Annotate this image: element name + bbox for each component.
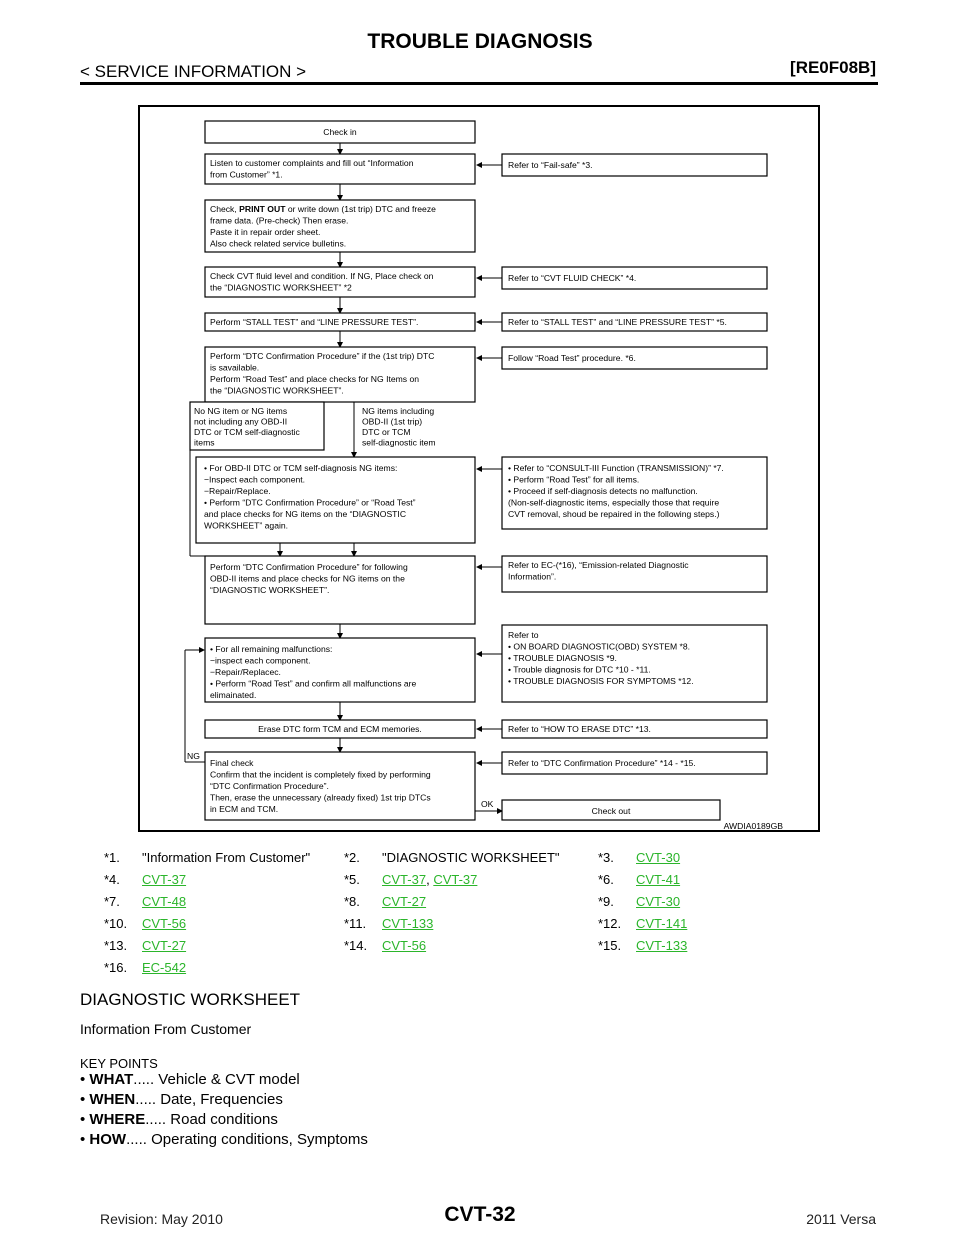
- bullet-icon: •: [80, 1111, 90, 1128]
- bullet-icon: •: [80, 1131, 90, 1148]
- reference-link[interactable]: CVT-141: [636, 916, 688, 931]
- no-ng-line: items: [194, 437, 215, 448]
- reference-text: "DIAGNOSTIC WORKSHEET": [382, 850, 560, 865]
- reference-link[interactable]: CVT-41: [636, 872, 681, 887]
- print-out-line: Also check related service bulletins.: [210, 238, 347, 249]
- reference-cell: [104, 872, 186, 887]
- print-out-line: Check, PRINT OUT or write down (1st trip) DTC and freeze: [210, 204, 436, 214]
- section-heading: DIAGNOSTIC WORKSHEET: [80, 990, 301, 1009]
- reference-row: [104, 938, 804, 960]
- sub-heading: Information From Customer: [80, 1021, 252, 1037]
- ng-incl-line: OBD-II (1st trip): [362, 416, 423, 427]
- reference-link[interactable]: CVT-56: [142, 916, 187, 931]
- reference-number: *14.: [344, 938, 368, 953]
- erase-ref-line: Refer to “HOW TO ERASE DTC” *13.: [508, 724, 651, 734]
- reference-cell: [344, 916, 433, 931]
- reference-link[interactable]: CVT-56: [382, 938, 427, 953]
- final-line: in ECM and TCM.: [210, 804, 279, 814]
- remaining-line: • Perform “Road Test” and confirm all malfunctions are: [210, 678, 417, 689]
- ec-ref-line: Information”.: [508, 571, 557, 582]
- dtc-conf-line: Perform “DTC Confirmation Procedure” if the (1st trip) DTC: [210, 351, 435, 361]
- remaining-line: • For all remaining malfunctions:: [210, 644, 333, 654]
- reference-number: *16.: [104, 960, 128, 975]
- check-out-text: Check out: [591, 806, 631, 816]
- reference-number: *15.: [598, 938, 622, 953]
- link-separator: ,: [426, 872, 434, 887]
- reference-number: *13.: [104, 938, 128, 953]
- revision-date: Revision: May 2010: [100, 1211, 223, 1227]
- print-out-line: frame data. (Pre-check) Then erase.: [210, 215, 349, 226]
- reference-link[interactable]: CVT-30: [636, 850, 681, 865]
- reference-number: *12.: [598, 916, 622, 931]
- final-line: “DTC Confirmation Procedure”.: [210, 781, 329, 791]
- reference-cell: [104, 916, 186, 931]
- refer-list-line: • ON BOARD DIAGNOSTIC(OBD) SYSTEM *8.: [508, 641, 691, 652]
- reference-link[interactable]: CVT-37: [382, 872, 427, 887]
- bullet-icon: •: [80, 1071, 90, 1088]
- road-ref-line: Follow “Road Test” procedure. *6.: [508, 353, 636, 363]
- reference-number: *2.: [344, 850, 360, 865]
- refer-list-line: Refer to: [508, 630, 539, 640]
- reference-link[interactable]: EC-542: [142, 960, 187, 975]
- reference-number: *5.: [344, 872, 360, 887]
- reference-cell: [104, 894, 186, 909]
- listen-line: Listen to customer complaints and fill out “Information: [210, 158, 414, 168]
- reference-cell: [598, 916, 687, 931]
- remaining-line: −inspect each component.: [210, 655, 311, 666]
- reference-number: *6.: [598, 872, 614, 887]
- reference-number: *8.: [344, 894, 360, 909]
- reference-number: *10.: [104, 916, 128, 931]
- print-out-line: Paste it in repair order sheet.: [210, 227, 321, 237]
- consult-ref-line: (Non-self-diagnostic items, especially those that require: [508, 497, 720, 508]
- final-line: Confirm that the incident is completely fixed by performing: [210, 769, 431, 780]
- ng-label: NG: [187, 751, 200, 761]
- key-point-item: [80, 1070, 368, 1090]
- key-point-detail: ..... Date, Frequencies: [135, 1091, 283, 1108]
- flowchart-svg: [140, 107, 822, 834]
- reference-text: "Information From Customer": [142, 850, 311, 865]
- failsafe-line: Refer to “Fail-safe” *3.: [508, 160, 593, 170]
- ng-incl-line: self-diagnostic item: [362, 437, 436, 448]
- reference-number: *9.: [598, 894, 614, 909]
- reference-link[interactable]: CVT-30: [636, 894, 681, 909]
- bullet-icon: •: [80, 1091, 90, 1108]
- header-rule: [80, 82, 878, 85]
- reference-cell: [344, 938, 426, 953]
- final-line: Final check: [210, 758, 254, 768]
- refer-list-box: [502, 625, 767, 702]
- reference-cell: [104, 960, 186, 975]
- reference-cell: [598, 872, 680, 887]
- reference-cell: [344, 894, 426, 909]
- obd-box-line: WORKSHEET” again.: [204, 520, 289, 531]
- remaining-line: elimainated.: [210, 690, 257, 700]
- no-ng-line: No NG item or NG items: [194, 406, 288, 416]
- obd-box-line: • For OBD-II DTC or TCM self-diagnosis NG items:: [204, 463, 398, 473]
- dtc-conf-line: Perform “Road Test” and place checks for NG Items on: [210, 374, 420, 384]
- figure-id: AWDIA0189GB: [723, 821, 783, 831]
- refer-list-line: • TROUBLE DIAGNOSIS FOR SYMPTOMS *12.: [508, 676, 694, 686]
- reference-cell: [344, 872, 477, 887]
- remaining-line: −Repair/Replacec.: [210, 667, 281, 677]
- reference-link[interactable]: CVT-48: [142, 894, 187, 909]
- fluid-ref-line: Refer to “CVT FLUID CHECK” *4.: [508, 273, 637, 283]
- consult-ref-line: • Refer to “CONSULT-III Function (TRANSMISSION)” *7.: [508, 463, 724, 473]
- reference-number: *4.: [104, 872, 120, 887]
- follow-dtc-line: OBD-II items and place checks for NG items on the: [210, 573, 405, 584]
- key-points-label: KEY POINTS: [80, 1056, 158, 1071]
- reference-cell: [104, 938, 186, 953]
- reference-number: *11.: [344, 916, 367, 931]
- reference-link[interactable]: CVT-133: [636, 938, 688, 953]
- model-code: [RE0F08B]: [790, 58, 876, 77]
- reference-row: [104, 850, 804, 872]
- key-point-item: [80, 1110, 368, 1130]
- key-point-keyword: WHEN: [89, 1091, 136, 1108]
- reference-row: [104, 872, 804, 894]
- reference-number: *1.: [104, 850, 120, 865]
- final-ref-line: Refer to “DTC Confirmation Procedure” *14 - *15.: [508, 758, 696, 768]
- ok-label: OK: [481, 799, 494, 809]
- follow-dtc-line: Perform “DTC Confirmation Procedure” for following: [210, 562, 408, 572]
- reference-cell: [104, 850, 310, 865]
- refer-list-line: • TROUBLE DIAGNOSIS *9.: [508, 653, 617, 663]
- reference-row: [104, 894, 804, 916]
- consult-ref-line: • Proceed if self-diagnosis detects no malfunction.: [508, 486, 698, 496]
- erase-text: Erase DTC form TCM and ECM memories.: [258, 724, 422, 734]
- ec-ref-line: Refer to EC-(*16), “Emission-related Diagnostic: [508, 560, 689, 570]
- reference-cell: [344, 850, 560, 865]
- reference-number: *3.: [598, 850, 614, 865]
- key-point-item: [80, 1130, 368, 1150]
- reference-number: *7.: [104, 894, 120, 909]
- refer-list-line: • Trouble diagnosis for DTC *10 - *11.: [508, 664, 651, 675]
- stall-line: Perform “STALL TEST” and “LINE PRESSURE TEST”.: [210, 317, 419, 327]
- consult-ref-line: • Perform “Road Test” for all items.: [508, 474, 640, 485]
- reference-row: [104, 916, 804, 938]
- flowchart-figure: [138, 105, 820, 832]
- reference-link[interactable]: CVT-133: [382, 916, 434, 931]
- reference-link[interactable]: CVT-27: [382, 894, 427, 909]
- key-point-keyword: WHERE: [89, 1111, 146, 1128]
- follow-dtc-line: “DIAGNOSTIC WORKSHEET”.: [210, 585, 330, 595]
- reference-cell: [598, 894, 680, 909]
- page-number: CVT-32: [444, 1203, 516, 1226]
- reference-link[interactable]: CVT-27: [142, 938, 187, 953]
- no-ng-line: DTC or TCM self-diagnostic: [194, 427, 300, 437]
- obd-box-line: −Repair/Replace.: [204, 486, 271, 496]
- obd-box-line: and place checks for NG items on the “DIAGNOSTIC: [204, 509, 407, 519]
- reference-row: [104, 960, 804, 982]
- check-in-text: Check in: [323, 127, 357, 137]
- reference-cell: [598, 938, 687, 953]
- key-point-detail: ..... Road conditions: [145, 1111, 278, 1128]
- fluid-line: the “DIAGNOSTIC WORKSHEET” *2: [210, 282, 352, 293]
- ng-incl-line: NG items including: [362, 406, 435, 416]
- key-point-keyword: WHAT: [89, 1071, 134, 1088]
- dtc-conf-line: the “DIAGNOSTIC WORKSHEET”.: [210, 385, 344, 396]
- ng-incl-line: DTC or TCM: [362, 427, 411, 437]
- obd-box-line: −Inspect each component.: [204, 474, 306, 485]
- reference-table: [104, 850, 804, 982]
- reference-cell: [598, 850, 680, 865]
- key-point-keyword: HOW: [89, 1131, 127, 1148]
- fluid-line: Check CVT fluid level and condition. If NG, Place check on: [210, 271, 434, 281]
- section-label: < SERVICE INFORMATION >: [80, 62, 307, 81]
- stall-ref-line: Refer to “STALL TEST” and “LINE PRESSURE TEST” *5.: [508, 317, 727, 327]
- dtc-conf-line: is savailable.: [210, 362, 260, 373]
- no-ng-line: not including any OBD-II: [194, 416, 288, 427]
- reference-link[interactable]: CVT-37: [433, 872, 478, 887]
- key-point-item: [80, 1090, 368, 1110]
- key-point-detail: ..... Vehicle & CVT model: [133, 1071, 300, 1088]
- listen-line: from Customer” *1.: [210, 169, 283, 180]
- final-line: Then, erase the unnecessary (already fixed) 1st trip DTCs: [210, 792, 431, 803]
- page-title: TROUBLE DIAGNOSIS: [367, 30, 593, 53]
- consult-ref-line: CVT removal, shoud be repaired in the following steps.): [508, 509, 720, 519]
- vehicle-model: 2011 Versa: [806, 1211, 876, 1227]
- key-points-list: [80, 1070, 368, 1150]
- obd-box-line: • Perform “DTC Confirmation Procedure” or “Road Test”: [204, 497, 416, 508]
- key-point-detail: ..... Operating conditions, Symptoms: [126, 1131, 368, 1148]
- reference-link[interactable]: CVT-37: [142, 872, 187, 887]
